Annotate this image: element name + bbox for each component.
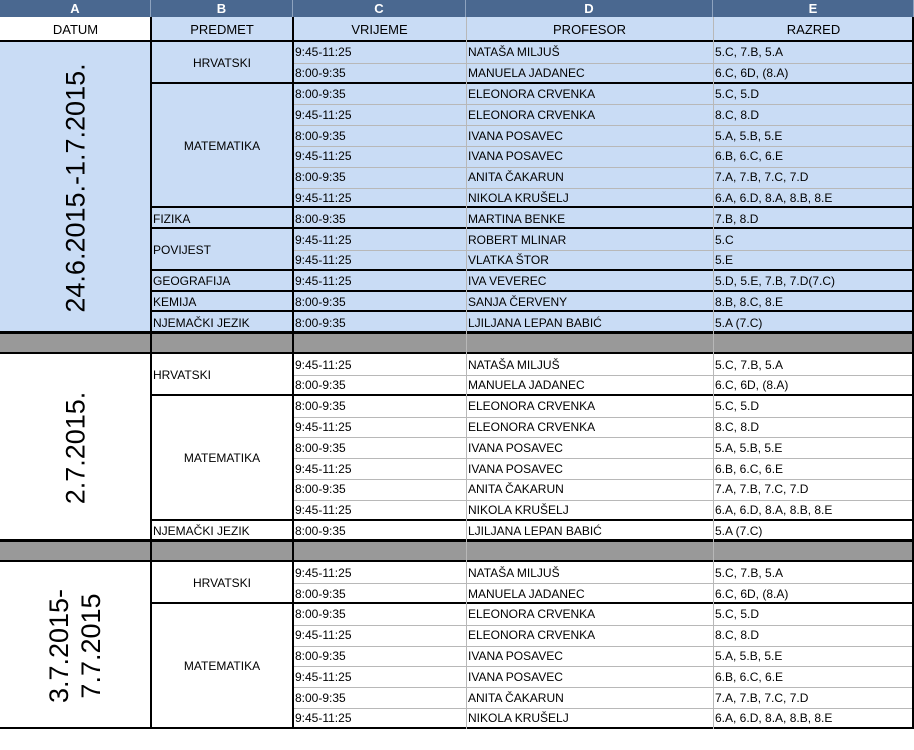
subject-cell[interactable]: MATEMATIKA	[151, 84, 293, 209]
time-cell[interactable]: 8:00-9:35	[293, 312, 466, 333]
date-line: 7.7.2015	[76, 593, 107, 699]
header-predmet[interactable]: PREDMET	[151, 17, 293, 42]
date-line: 2.7.2015.	[60, 391, 91, 505]
class-cell[interactable]: 5.C, 7.B, 5.A	[713, 42, 914, 63]
class-cell[interactable]: 5.C, 7.B, 5.A	[713, 562, 914, 583]
teacher-cell[interactable]: NIKOLA KRUŠELJ	[466, 500, 713, 521]
subject-cell[interactable]: GEOGRAFIJA	[151, 271, 293, 292]
time-cell[interactable]: 9:45-11:25	[293, 354, 466, 375]
class-cell[interactable]: 5.A, 5.B, 5.E	[713, 125, 914, 146]
time-cell[interactable]: 9:45-11:25	[293, 625, 466, 646]
teacher-cell[interactable]: IVANA POSAVEC	[466, 666, 713, 687]
class-cell[interactable]: 5.C	[713, 229, 914, 250]
class-cell[interactable]: 8.C, 8.D	[713, 104, 914, 125]
separator-cell[interactable]	[466, 541, 713, 562]
time-cell[interactable]: 9:45-11:25	[293, 188, 466, 209]
class-cell[interactable]: 5.A (7.C)	[713, 521, 914, 542]
separator-cell[interactable]	[0, 333, 151, 354]
date-cell[interactable]	[0, 42, 151, 333]
time-cell[interactable]: 8:00-9:35	[293, 125, 466, 146]
teacher-cell[interactable]: MANUELA JADANEC	[466, 583, 713, 604]
separator-cell[interactable]	[293, 541, 466, 562]
date-label	[60, 63, 92, 312]
subject-cell[interactable]: NJEMAČKI JEZIK	[151, 312, 293, 333]
subject-cell[interactable]: FIZIKA	[151, 208, 293, 229]
teacher-cell[interactable]: ANITA ČAKARUN	[466, 687, 713, 708]
class-cell[interactable]: 5.A (7.C)	[713, 312, 914, 333]
teacher-cell[interactable]: VLATKA ŠTOR	[466, 250, 713, 271]
separator-cell[interactable]	[466, 333, 713, 354]
class-cell[interactable]: 7.A, 7.B, 7.C, 7.D	[713, 479, 914, 500]
teacher-cell[interactable]: IVANA POSAVEC	[466, 125, 713, 146]
class-cell[interactable]: 6.A, 6.D, 8.A, 8.B, 8.E	[713, 188, 914, 209]
class-cell[interactable]: 5.C, 7.B, 5.A	[713, 354, 914, 375]
teacher-cell[interactable]: IVA VEVEREC	[466, 271, 713, 292]
teacher-cell[interactable]: NATAŠA MILJUŠ	[466, 354, 713, 375]
time-cell[interactable]: 9:45-11:25	[293, 458, 466, 479]
time-cell[interactable]: 8:00-9:35	[293, 521, 466, 542]
subject-cell[interactable]: MATEMATIKA	[151, 396, 293, 521]
teacher-cell[interactable]: ANITA ČAKARUN	[466, 167, 713, 188]
class-cell[interactable]: 6.C, 6D, (8.A)	[713, 583, 914, 604]
time-cell[interactable]: 9:45-11:25	[293, 42, 466, 63]
teacher-cell[interactable]: ELEONORA CRVENKA	[466, 84, 713, 105]
teacher-cell[interactable]: LJILJANA LEPAN BABIĆ	[466, 521, 713, 542]
time-cell[interactable]: 9:45-11:25	[293, 146, 466, 167]
class-cell[interactable]: 5.C, 5.D	[713, 396, 914, 417]
separator-cell[interactable]	[151, 333, 293, 354]
teacher-cell[interactable]: ELEONORA CRVENKA	[466, 396, 713, 417]
time-cell[interactable]: 8:00-9:35	[293, 84, 466, 105]
date-line: 3.7.2015-	[44, 588, 75, 703]
subject-cell[interactable]: HRVATSKI	[151, 42, 293, 84]
separator-cell[interactable]	[713, 541, 914, 562]
teacher-cell[interactable]: MANUELA JADANEC	[466, 375, 713, 396]
teacher-cell[interactable]: ELEONORA CRVENKA	[466, 417, 713, 438]
date-label	[59, 391, 91, 504]
teacher-cell[interactable]: ANITA ČAKARUN	[466, 479, 713, 500]
class-cell[interactable]: 6.A, 6.D, 8.A, 8.B, 8.E	[713, 500, 914, 521]
column-letter-e[interactable]: E	[713, 0, 914, 17]
separator-cell[interactable]	[0, 541, 151, 562]
date-cell[interactable]	[0, 354, 151, 541]
time-cell[interactable]: 9:45-11:25	[293, 229, 466, 250]
teacher-cell[interactable]: IVANA POSAVEC	[466, 437, 713, 458]
subject-cell[interactable]: POVIJEST	[151, 229, 293, 271]
teacher-cell[interactable]: LJILJANA LEPAN BABIĆ	[466, 312, 713, 333]
subject-cell[interactable]: HRVATSKI	[151, 354, 293, 396]
class-cell[interactable]: 8.B, 8.C, 8.E	[713, 292, 914, 313]
time-cell[interactable]: 8:00-9:35	[293, 208, 466, 229]
class-cell[interactable]: 6.B, 6.C, 6.E	[713, 458, 914, 479]
date-cell[interactable]	[0, 562, 151, 728]
column-letter-a[interactable]: A	[0, 0, 151, 17]
teacher-cell[interactable]: NATAŠA MILJUŠ	[466, 42, 713, 63]
class-cell[interactable]: 6.B, 6.C, 6.E	[713, 146, 914, 167]
separator-cell[interactable]	[293, 333, 466, 354]
teacher-cell[interactable]: MARTINA BENKE	[466, 208, 713, 229]
class-cell[interactable]: 8.C, 8.D	[713, 625, 914, 646]
time-cell[interactable]: 9:45-11:25	[293, 271, 466, 292]
teacher-cell[interactable]: SANJA ČERVENY	[466, 292, 713, 313]
time-cell[interactable]: 9:45-11:25	[293, 250, 466, 271]
subject-cell[interactable]: HRVATSKI	[151, 562, 293, 604]
class-cell[interactable]: 7.B, 8.D	[713, 208, 914, 229]
teacher-cell[interactable]: NIKOLA KRUŠELJ	[466, 708, 713, 729]
time-cell[interactable]: 8:00-9:35	[293, 687, 466, 708]
separator-cell[interactable]	[151, 541, 293, 562]
header-vrijeme[interactable]: VRIJEME	[293, 17, 466, 42]
class-cell[interactable]: 6.C, 6D, (8.A)	[713, 375, 914, 396]
time-cell[interactable]: 8:00-9:35	[293, 396, 466, 417]
teacher-cell[interactable]: ROBERT MLINAR	[466, 229, 713, 250]
teacher-cell[interactable]: ELEONORA CRVENKA	[466, 104, 713, 125]
teacher-cell[interactable]: NIKOLA KRUŠELJ	[466, 188, 713, 209]
time-cell[interactable]: 8:00-9:35	[293, 63, 466, 84]
class-cell[interactable]: 6.B, 6.C, 6.E	[713, 666, 914, 687]
class-cell[interactable]: 5.A, 5.B, 5.E	[713, 646, 914, 667]
column-letter-b[interactable]: B	[151, 0, 293, 17]
teacher-cell[interactable]: NATAŠA MILJUŠ	[466, 562, 713, 583]
time-cell[interactable]: 9:45-11:25	[293, 500, 466, 521]
class-cell[interactable]: 5.C, 5.D	[713, 604, 914, 625]
class-cell[interactable]: 7.A, 7.B, 7.C, 7.D	[713, 687, 914, 708]
time-cell[interactable]: 9:45-11:25	[293, 708, 466, 729]
time-cell[interactable]: 8:00-9:35	[293, 604, 466, 625]
subject-cell[interactable]: NJEMAČKI JEZIK	[151, 521, 293, 542]
subject-cell[interactable]: MATEMATIKA	[151, 604, 293, 729]
time-cell[interactable]: 8:00-9:35	[293, 583, 466, 604]
time-cell[interactable]: 9:45-11:25	[293, 104, 466, 125]
time-cell[interactable]: 9:45-11:25	[293, 417, 466, 438]
class-cell[interactable]: 6.A, 6.D, 8.A, 8.B, 8.E	[713, 708, 914, 729]
class-cell[interactable]: 5.D, 5.E, 7.B, 7.D(7.C)	[713, 271, 914, 292]
time-cell[interactable]: 9:45-11:25	[293, 562, 466, 583]
teacher-cell[interactable]: MANUELA JADANEC	[466, 63, 713, 84]
teacher-cell[interactable]: IVANA POSAVEC	[466, 146, 713, 167]
date-label	[44, 589, 108, 703]
time-cell[interactable]: 8:00-9:35	[293, 375, 466, 396]
header-profesor[interactable]: PROFESOR	[466, 17, 713, 42]
header-datum[interactable]: DATUM	[0, 17, 151, 42]
class-cell[interactable]: 5.C, 5.D	[713, 84, 914, 105]
time-cell[interactable]: 9:45-11:25	[293, 666, 466, 687]
header-razred[interactable]: RAZRED	[713, 17, 914, 42]
time-cell[interactable]: 8:00-9:35	[293, 437, 466, 458]
teacher-cell[interactable]: ELEONORA CRVENKA	[466, 604, 713, 625]
time-cell[interactable]: 8:00-9:35	[293, 646, 466, 667]
time-cell[interactable]: 8:00-9:35	[293, 479, 466, 500]
column-letter-c[interactable]: C	[293, 0, 466, 17]
separator-cell[interactable]	[713, 333, 914, 354]
class-cell[interactable]: 8.C, 8.D	[713, 417, 914, 438]
teacher-cell[interactable]: IVANA POSAVEC	[466, 646, 713, 667]
time-cell[interactable]: 8:00-9:35	[293, 167, 466, 188]
column-letter-d[interactable]: D	[466, 0, 713, 17]
class-cell[interactable]: 7.A, 7.B, 7.C, 7.D	[713, 167, 914, 188]
time-cell[interactable]: 8:00-9:35	[293, 292, 466, 313]
subject-cell[interactable]: KEMIJA	[151, 292, 293, 313]
teacher-cell[interactable]: IVANA POSAVEC	[466, 458, 713, 479]
date-line: 24.6.2015.-1.7.2015.	[60, 62, 91, 313]
teacher-cell[interactable]: ELEONORA CRVENKA	[466, 625, 713, 646]
class-cell[interactable]: 6.C, 6D, (8.A)	[713, 63, 914, 84]
class-cell[interactable]: 5.E	[713, 250, 914, 271]
class-cell[interactable]: 5.A, 5.B, 5.E	[713, 437, 914, 458]
